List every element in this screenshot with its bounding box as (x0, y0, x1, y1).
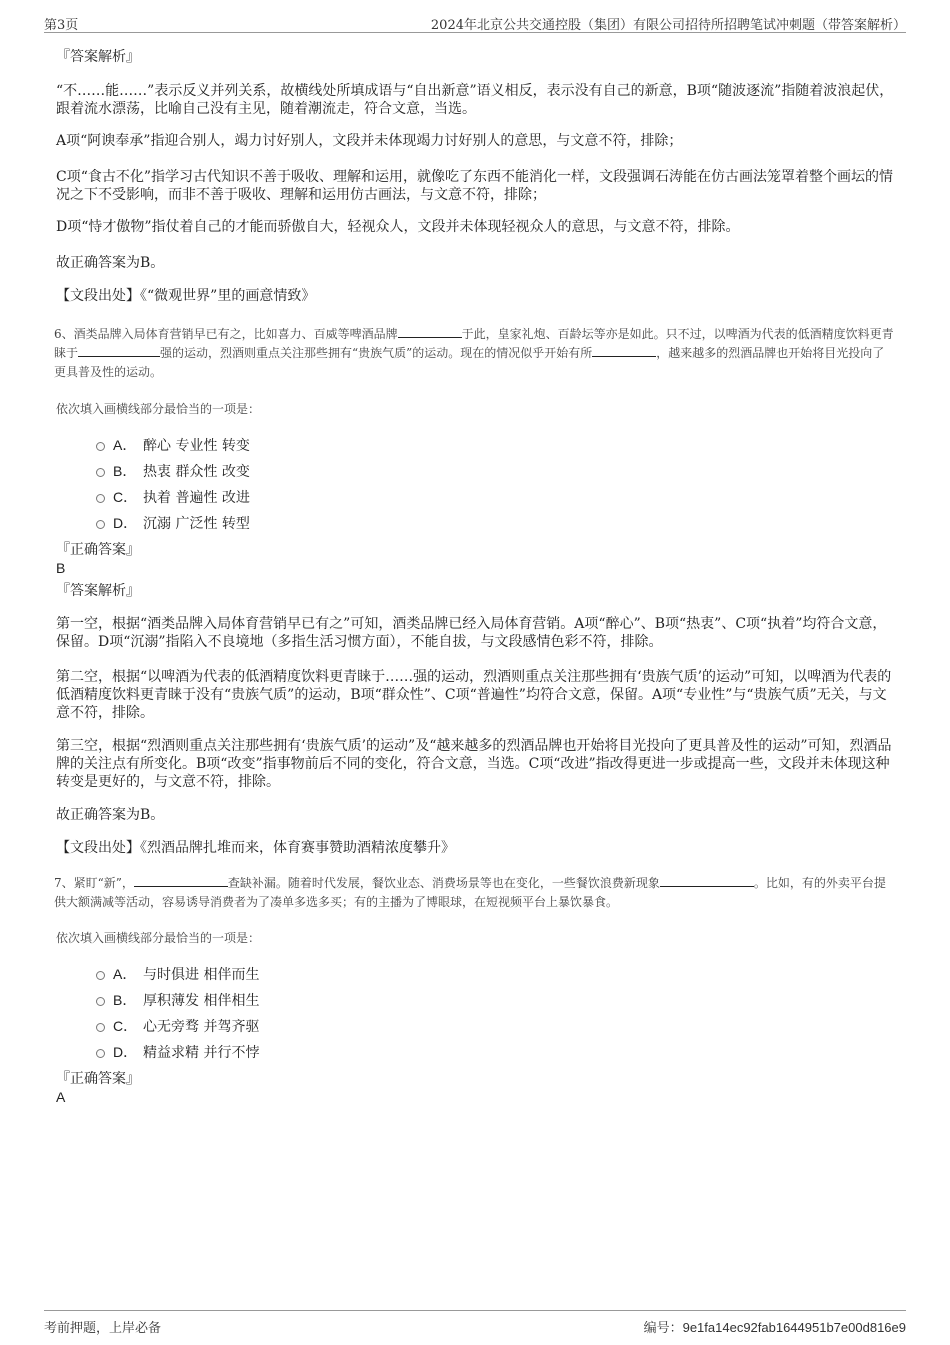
document-title: 2024年北京公共交通控股（集团）有限公司招待所招聘笔试冲刺题（带答案解析） (430, 18, 906, 33)
option-d[interactable]: D． 沉溺 广泛性 转型 (96, 512, 250, 538)
radio-button[interactable] (96, 997, 105, 1006)
question-7-options (96, 963, 259, 1067)
radio-button[interactable] (96, 1023, 105, 1032)
analysis-conclusion: 故正确答案为B。 (56, 807, 165, 823)
question-6-options (96, 434, 250, 538)
fill-blank (78, 344, 160, 357)
option-b[interactable]: B． 厚积薄发 相伴相生 (96, 989, 259, 1015)
option-d[interactable]: D． 精益求精 并行不悖 (96, 1041, 259, 1067)
analysis-paragraph: “不……能……”表示反义并列关系，故横线处所填成语与“自出新意”语义相反，表示没有自己的新意，B项“随波逐流”指随着波浪起伏，跟着流水漂荡，比喻自己没有主见，随着潮流走，符合文意，当选。 (56, 83, 894, 117)
analysis-paragraph: A项“阿谀奉承”指迎合别人，竭力讨好别人，文段并未体现竭力讨好别人的意思，与文意不符，排除； (56, 133, 683, 149)
correct-answer-heading: 『正确答案』 (56, 1071, 140, 1087)
fill-blank (660, 874, 754, 887)
option-c[interactable]: C． 心无旁骛 并驾齐驱 (96, 1015, 259, 1041)
question-7-stem: 7、紧盯“新”， 查缺补漏。随着时代发展，餐饮业态、消费场景等也在变化，一些餐饮浪费新现象 。比如，有的外卖平台提供大额满减等活动，容易诱导消费者为了凑单多选多买；有的主播为了博眼球，在短视频平台上暴饮暴食。 (54, 876, 886, 909)
question-7-prompt: 依次填入画横线部分最恰当的一项是： (56, 931, 261, 945)
fill-blank (592, 344, 656, 357)
option-a[interactable]: A． 醉心 专业性 转变 (96, 434, 250, 460)
code-value: 9e1fa14ec92fab1644951b7e00d816e9 (682, 1320, 906, 1335)
page-number: 第3页 (44, 18, 79, 33)
radio-button[interactable] (96, 468, 105, 477)
page-footer (44, 1310, 906, 1337)
page-header (44, 12, 906, 33)
analysis-conclusion: 故正确答案为B。 (56, 255, 165, 271)
question-6-prompt: 依次填入画横线部分最恰当的一项是： (56, 402, 261, 416)
fill-blank (134, 874, 228, 887)
option-b[interactable]: B． 热衷 群众性 改变 (96, 460, 250, 486)
analysis-paragraph: C项“食古不化”指学习古代知识不善于吸收、理解和运用，就像吃了东西不能消化一样，文段强调石涛能在仿古画法笼罩着整个画坛的情况之下不受影响，而非不善于吸收、理解和运用仿古画法，与文意不符，排除； (56, 169, 894, 203)
analysis-paragraph: D项“恃才傲物”指仗着自己的才能而骄傲自大，轻视众人，文段并未体现轻视众人的意思，与文意不符，排除。 (56, 219, 740, 235)
question-6-stem: 6、酒类品牌入局体育营销早已有之，比如喜力、百威等啤酒品牌 于此，皇家礼炮、百龄坛等亦是如此。只不过，以啤酒为代表的低酒精度饮料更青睐于 强的运动，烈酒则重点关注那些拥有“贵族气质”的运动。现在的情况似乎开始有所 ，越来越多的烈酒品牌也开始将目光投向了更具普及性的运动。 (54, 327, 894, 379)
option-a[interactable]: A． 与时俱进 相伴而生 (96, 963, 259, 989)
radio-button[interactable] (96, 971, 105, 980)
document-code (644, 1317, 906, 1336)
analysis-paragraph: 第三空，根据“烈酒则重点关注那些拥有‘贵族气质’的运动”及“越来越多的烈酒品牌也开始将目光投向了更具普及性的运动”可知，烈酒品牌的关注点有所变化。B项“改变”指事物前后不同的变化，符合文意，当选。C项“改进”指改得更进一步或提高一些，文段并未体现这种转变是更好的，与文意不符，排除。 (56, 738, 892, 790)
analysis-paragraph: 第一空，根据“酒类品牌入局体育营销早已有之”可知，酒类品牌已经入局体育营销。A项“醉心”、B项“热衷”、C项“执着”均符合文意，保留。D项“沉溺”指陷入不良境地（多指生活习惯方面），不能自拔，与文段感情色彩不符，排除。 (56, 616, 887, 650)
radio-button[interactable] (96, 442, 105, 451)
radio-button[interactable] (96, 494, 105, 503)
radio-button[interactable] (96, 520, 105, 529)
footer-slogan: 考前押题，上岸必备 (44, 1321, 162, 1336)
correct-answer: B (56, 560, 66, 576)
analysis-heading: 『答案解析』 (56, 583, 140, 599)
analysis-paragraph: 第二空，根据“以啤酒为代表的低酒精度饮料更青睐于……强的运动，烈酒则重点关注那些拥有‘贵族气质’的运动”可知，以啤酒为代表的低酒精度饮料更青睐于没有“贵族气质”的运动，B项“群众性”、C项“普遍性”均符合文意，保留。A项“专业性”与“贵族气质”无关，与文意不符，排除。 (56, 669, 892, 721)
option-c[interactable]: C． 执着 普遍性 改进 (96, 486, 250, 512)
source-citation: 【文段出处】《“微观世界”里的画意情致》 (56, 288, 316, 304)
code-label: 编号： (643, 1320, 683, 1335)
radio-button[interactable] (96, 1049, 105, 1058)
fill-blank (398, 325, 462, 338)
analysis-heading: 『答案解析』 (56, 49, 140, 65)
correct-answer-heading: 『正确答案』 (56, 542, 140, 558)
source-citation: 【文段出处】《烈酒品牌扎堆而来，体育赛事赞助酒精浓度攀升》 (56, 840, 455, 856)
correct-answer: A (56, 1089, 66, 1105)
